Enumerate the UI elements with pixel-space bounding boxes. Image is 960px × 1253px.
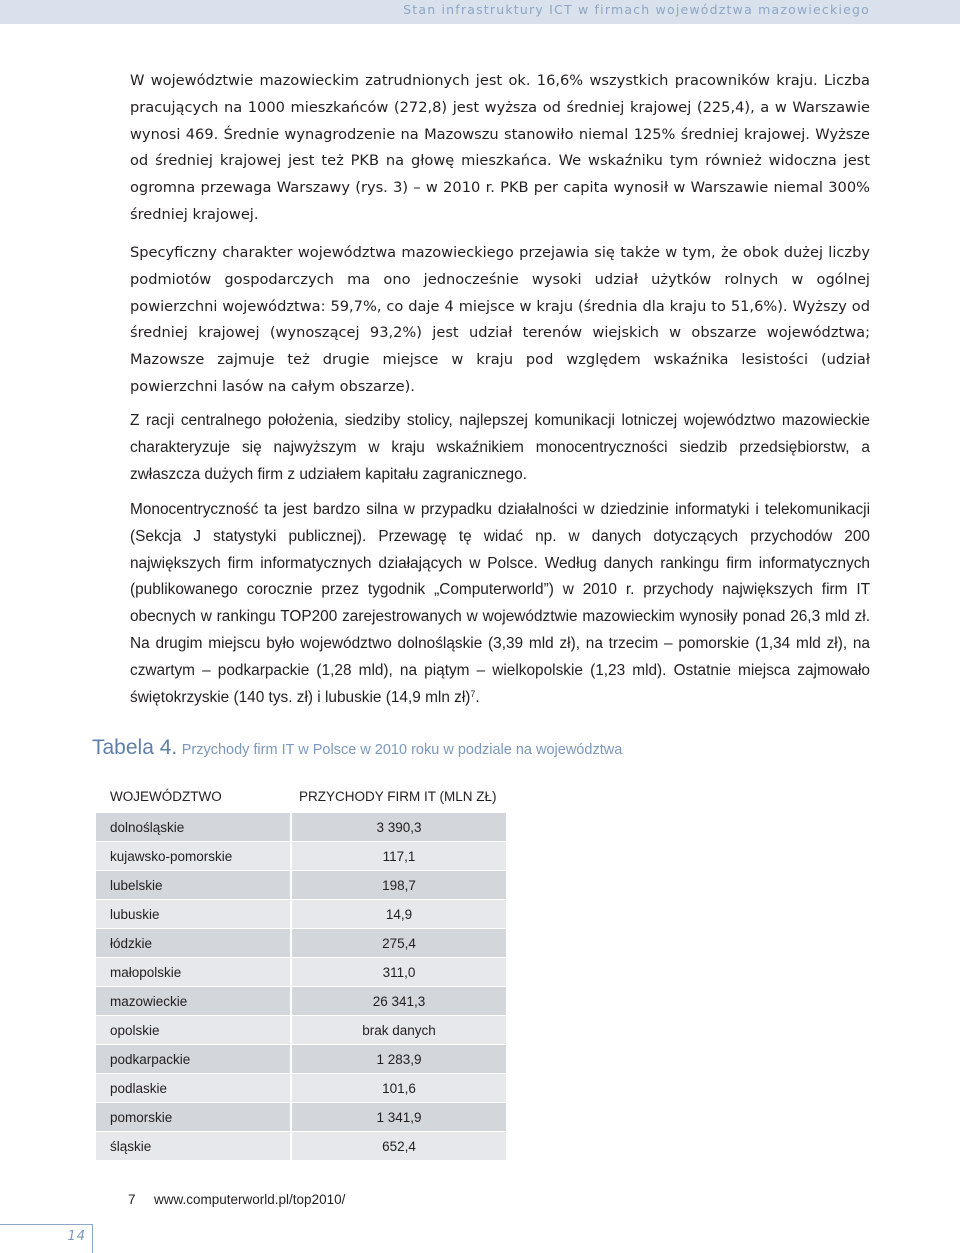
footnote-reference[interactable]: 7	[470, 688, 476, 699]
column-header-revenue: PRZYCHODY FIRM IT (MLN ZŁ)	[291, 784, 506, 813]
page-number: 14	[67, 1229, 86, 1244]
running-header: Stan infrastruktury ICT w firmach województwa mazowieckiego	[403, 2, 870, 17]
table-row	[96, 1103, 506, 1132]
table-caption	[92, 736, 622, 760]
table-caption-title: Przychody firm IT w Polsce w 2010 roku w podziale na województwa	[181, 742, 623, 758]
revenue-cell: 198,7	[291, 871, 506, 900]
paragraph-1: W województwie mazowieckim zatrudnionych jest ok. 16,6% wszystkich pracowników kraju. Liczba pracujących na 1000 mieszkańców (272,8) jest wyższa od średniej krajowej (225,4), a w Warszawie wynosi 469. Średnie wynagrodzenie na Mazowszu stanowiło niemal 125% średniej krajowej. Wyższe od średniej krajowej jest też PKB na głowę mieszkańca. We wskaźniku tym również widoczna jest ogromna przewaga Warszawy (rys. 3) – w 2010 r. PKB per capita wynosił w Warszawie niemal 300% średniej krajowej.	[130, 72, 870, 223]
table-body	[96, 813, 506, 1161]
paragraph-4-text: Monocentryczność ta jest bardzo silna w przypadku działalności w dziedzinie informatyki i telekomunikacji (Sekcja J statystyki publicznej). Przewagę tę widać np. w danych dotyczących przychodów 200 największych firm informatycznych działających w Polsce. Według danych rankingu firm informatycznych (publikowanego corocznie przez tygodnik „Computerworld”) w 2010 r. przychody największych firm IT obecnych w rankingu TOP200 zarejestrowanych w województwie mazowieckim wynosiły ponad 26,3 mld zł. Na drugim miejscu było województwo dolnośląskie (3,39 mld zł), na trzecim – pomorskie (1,34 mld zł), na czwartym – podkarpackie (1,28 mld), na piątym – wielkopolskie (1,23 mld). Ostatnie miejsca zajmowało świętokrzyskie (140 tys. zł) i lubuskie (14,9 mln zł)	[130, 501, 870, 706]
region-cell: mazowieckie	[96, 987, 291, 1016]
table-row	[96, 958, 506, 987]
table-row	[96, 1045, 506, 1074]
paragraph-4-end: .	[475, 688, 480, 706]
revenue-cell: 1 283,9	[291, 1045, 506, 1074]
table-row	[96, 1132, 506, 1161]
table-header-row	[96, 784, 506, 813]
region-cell: śląskie	[96, 1132, 291, 1161]
region-cell: dolnośląskie	[96, 813, 291, 842]
region-cell: lubelskie	[96, 871, 291, 900]
table-row	[96, 900, 506, 929]
paragraph-2: Specyficzny charakter województwa mazowieckiego przejawia się także w tym, że obok dużej liczby podmiotów gospodarczych ma ono jednocześnie wysoki udział użytków rolnych w ogólnej powierzchni województwa: 59,7%, co daje 4 miejsce w kraju (średnia dla kraju to 51,6%). Wyższy od średniej krajowej (wynoszącej 93,2%) jest udział terenów wiejskich w obszarze województwa; Mazowsze zajmuje też drugie miejsce w kraju pod względem wskaźnika lesistości (udział powierzchni lasów na całym obszarze).	[130, 244, 870, 395]
revenue-cell: 311,0	[291, 958, 506, 987]
region-cell: kujawsko-pomorskie	[96, 842, 291, 871]
region-cell: lubuskie	[96, 900, 291, 929]
footnote-link[interactable]: www.computerworld.pl/top2010/	[154, 1192, 346, 1207]
footnote	[128, 1192, 345, 1207]
revenue-cell: 3 390,3	[291, 813, 506, 842]
region-cell: łódzkie	[96, 929, 291, 958]
column-header-region: WOJEWÓDZTWO	[96, 784, 291, 813]
table-row	[96, 987, 506, 1016]
paragraph-3: Z racji centralnego położenia, siedziby stolicy, najlepszej komunikacji lotniczej województwo mazowieckie charakteryzuje się najwyższym w kraju wskaźnikiem monocentryczności siedzib przedsiębiorstw, a zwłaszcza dużych firm z udziałem kapitału zagranicznego.	[130, 412, 870, 483]
region-cell: opolskie	[96, 1016, 291, 1045]
revenue-cell: 117,1	[291, 842, 506, 871]
table-row	[96, 871, 506, 900]
region-cell: podkarpackie	[96, 1045, 291, 1074]
region-cell: pomorskie	[96, 1103, 291, 1132]
page-number-box	[0, 1224, 93, 1253]
header-bar	[0, 0, 960, 24]
table-row	[96, 1016, 506, 1045]
revenue-cell: 275,4	[291, 929, 506, 958]
region-cell: podlaskie	[96, 1074, 291, 1103]
table-row	[96, 929, 506, 958]
revenue-table	[96, 784, 506, 1161]
paragraph-4	[130, 497, 870, 711]
table-row	[96, 1074, 506, 1103]
revenue-cell: 26 341,3	[291, 987, 506, 1016]
region-cell: małopolskie	[96, 958, 291, 987]
revenue-cell: 1 341,9	[291, 1103, 506, 1132]
revenue-cell: 652,4	[291, 1132, 506, 1161]
table-caption-label: Tabela 4.	[92, 736, 178, 759]
revenue-cell: 14,9	[291, 900, 506, 929]
table-row	[96, 842, 506, 871]
footnote-number: 7	[128, 1192, 136, 1207]
table-row	[96, 813, 506, 842]
revenue-cell: 101,6	[291, 1074, 506, 1103]
revenue-cell: brak danych	[291, 1016, 506, 1045]
